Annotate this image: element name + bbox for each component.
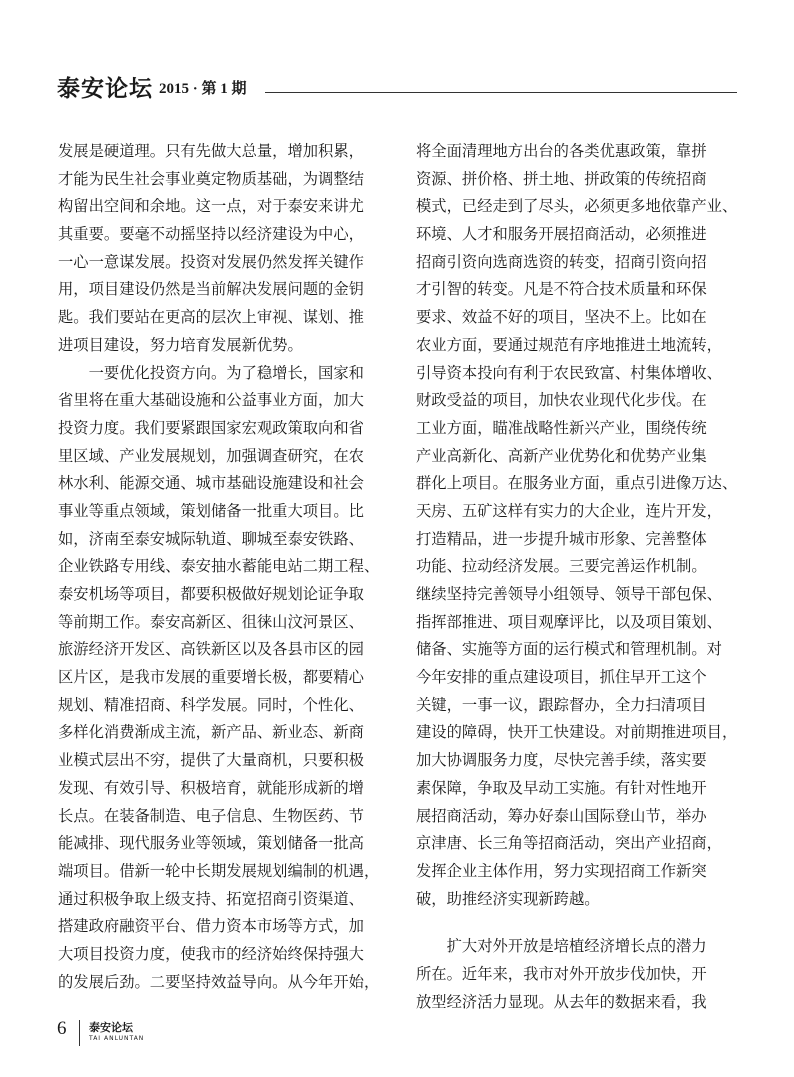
text-line: 区片区，是我市发展的重要增长极，都要精心 [58,668,364,687]
paragraph-gap [416,913,742,933]
text-line: 才能为民生社会事业奠定物质基础，为调整结 [58,169,364,188]
text-line: 引导资本投向有利于农民致富、村集体增收、 [416,363,722,382]
issue-number: 2015 · 第 1 期 [159,81,247,97]
text-line: 天房、五矿这样有实力的大企业，连片开发， [416,501,722,520]
text-line: 功能、拉动经济发展。三要完善运作机制。 [416,557,707,576]
text-line: 用，项目建设仍然是当前解决发展问题的金钥 [58,280,364,299]
text-line: 环境、人才和服务开展招商活动，必须推进 [416,225,707,244]
text-line: 展招商活动，筹办好泰山国际登山节，举办 [416,806,707,825]
text-line: 打造精品，进一步提升城市形象、完善整体 [416,529,707,548]
text-line: 发展是硬道理。只有先做大总量，增加积累， [58,142,364,160]
text-line: 旅游经济开发区、高铁新区以及各县市区的园 [58,640,364,659]
text-line: 匙。我们要站在更高的层次上审视、谋划、推 [58,308,364,327]
text-line: 招商引资向选商选资的转变，招商引资向招 [416,252,707,271]
right-text-column [416,138,742,1016]
text-line: 投资力度。我们要紧跟国家宏观政策取向和省 [58,418,364,437]
text-line: 一要优化投资方向。为了稳增长，国家和 [58,363,364,382]
text-line: 发挥企业主体作用，努力实现招商工作新突 [416,861,707,880]
text-line: 能减排、现代服务业等领域，策划储备一批高 [58,834,364,853]
text-line: 模式，已经走到了尽头，必须更多地依靠产业、 [416,197,738,216]
text-line: 破，助推经济实现新跨越。 [416,889,600,908]
text-line: 发现、有效引导、积极培育，就能形成新的增 [58,778,364,797]
footer-brand: 泰安论坛 [89,1021,133,1034]
text-line: 通过积极争取上级支持、拓宽招商引资渠道、 [58,889,364,908]
text-line: 素保障，争取及早动工实施。有针对性地开 [416,778,707,797]
text-line: 如，济南至泰安城际轨道、聊城至泰安铁路、 [58,529,364,548]
text-line: 所在。近年来，我市对外开放步伐加快，开 [416,964,707,983]
right-paragraph-block [416,138,742,913]
text-line: 扩大对外开放是培植经济增长点的潜力 [416,937,707,956]
text-line: 一心一意谋发展。投资对发展仍然发挥关键作 [58,252,364,271]
text-line: 农业方面，要通过规范有序地推进土地流转， [416,335,722,354]
text-line: 构留出空间和余地。这一点，对于泰安来讲尤 [58,197,364,216]
text-line: 搭建政府融资平台、借力资本市场等方式，加 [58,917,364,936]
text-line: 大项目投资力度，使我市的经济始终保持强大 [58,944,364,963]
text-line: 才引智的转变。凡是不符合技术质量和环保 [416,280,707,299]
text-line: 林水利、能源交通、城市基础设施建设和社会 [58,474,364,493]
text-line: 产业高新化、高新产业优势化和优势产业集 [416,446,707,465]
text-line: 泰安机场等项目，都要积极做好规划论证争取 [58,585,364,603]
journal-name: 泰安论坛 [57,75,153,102]
page-footer [57,1018,257,1046]
text-line: 京津唐、长三角等招商活动，突出产业招商， [416,834,722,853]
text-line: 省里将在重大基础设施和公益事业方面，加大 [58,391,364,410]
text-line: 事业等重点领域，策划储备一批重大项目。比 [58,501,364,520]
page-number: 6 [57,1018,67,1039]
text-line: 建设的障碍，快开工快建设。对前期推进项目， [416,723,738,742]
right-paragraph-block [416,933,742,1016]
text-line: 工业方面，瞄准战略性新兴产业，围绕传统 [416,418,707,437]
text-line: 加大协调服务力度，尽快完善手续，落实要 [416,751,707,770]
text-line: 继续坚持完善领导小组领导、领导干部包保、 [416,585,722,603]
text-line: 端项目。借新一轮中长期发展规划编制的机遇， [58,861,380,880]
footer-brand-en: TAI ANLUNTAN [89,1035,145,1042]
text-line: 多样化消费渐成主流，新产品、新业态、新商 [58,723,364,742]
text-line: 将全面清理地方出台的各类优惠政策，靠拼 [416,142,707,160]
text-line: 要求、效益不好的项目，坚决不上。比如在 [416,308,707,327]
text-line: 群化上项目。在服务业方面，重点引进像万达、 [416,474,738,493]
text-line: 关键，一事一议，跟踪督办，全力扫清项目 [416,695,707,714]
text-line: 企业铁路专用线、泰安抽水蓄能电站二期工程、 [58,557,380,576]
text-line: 规划、精准招商、科学发展。同时，个性化、 [58,695,364,714]
text-line: 业模式层出不穷，提供了大量商机，只要积极 [58,751,364,770]
text-line: 储备、实施等方面的运行模式和管理机制。对 [416,640,722,659]
text-line: 的发展后劲。二要坚持效益导向。从今年开始， [58,972,380,991]
text-line: 资源、拼价格、拼土地、拼政策的传统招商 [416,169,707,188]
text-line: 放型经济活力显现。从去年的数据来看，我 [416,992,707,1011]
left-text-column [58,138,384,996]
text-line: 里区域、产业发展规划，加强调查研究，在农 [58,446,364,465]
text-line: 等前期工作。泰安高新区、徂徕山汶河景区、 [58,612,364,631]
text-line: 长点。在装备制造、电子信息、生物医药、节 [58,806,364,825]
text-line: 今年安排的重点建设项目，抓住早开工这个 [416,668,707,687]
page-header [57,70,737,100]
text-line: 财政受益的项目，加快农业现代化步伐。在 [416,391,707,410]
text-line: 其重要。要毫不动摇坚持以经济建设为中心， [58,225,364,244]
header-rule [265,92,737,93]
text-line: 进项目建设，努力培育发展新优势。 [58,335,303,354]
text-line: 指挥部推进、项目观摩评比，以及项目策划、 [416,612,722,631]
footer-divider [79,1020,80,1046]
